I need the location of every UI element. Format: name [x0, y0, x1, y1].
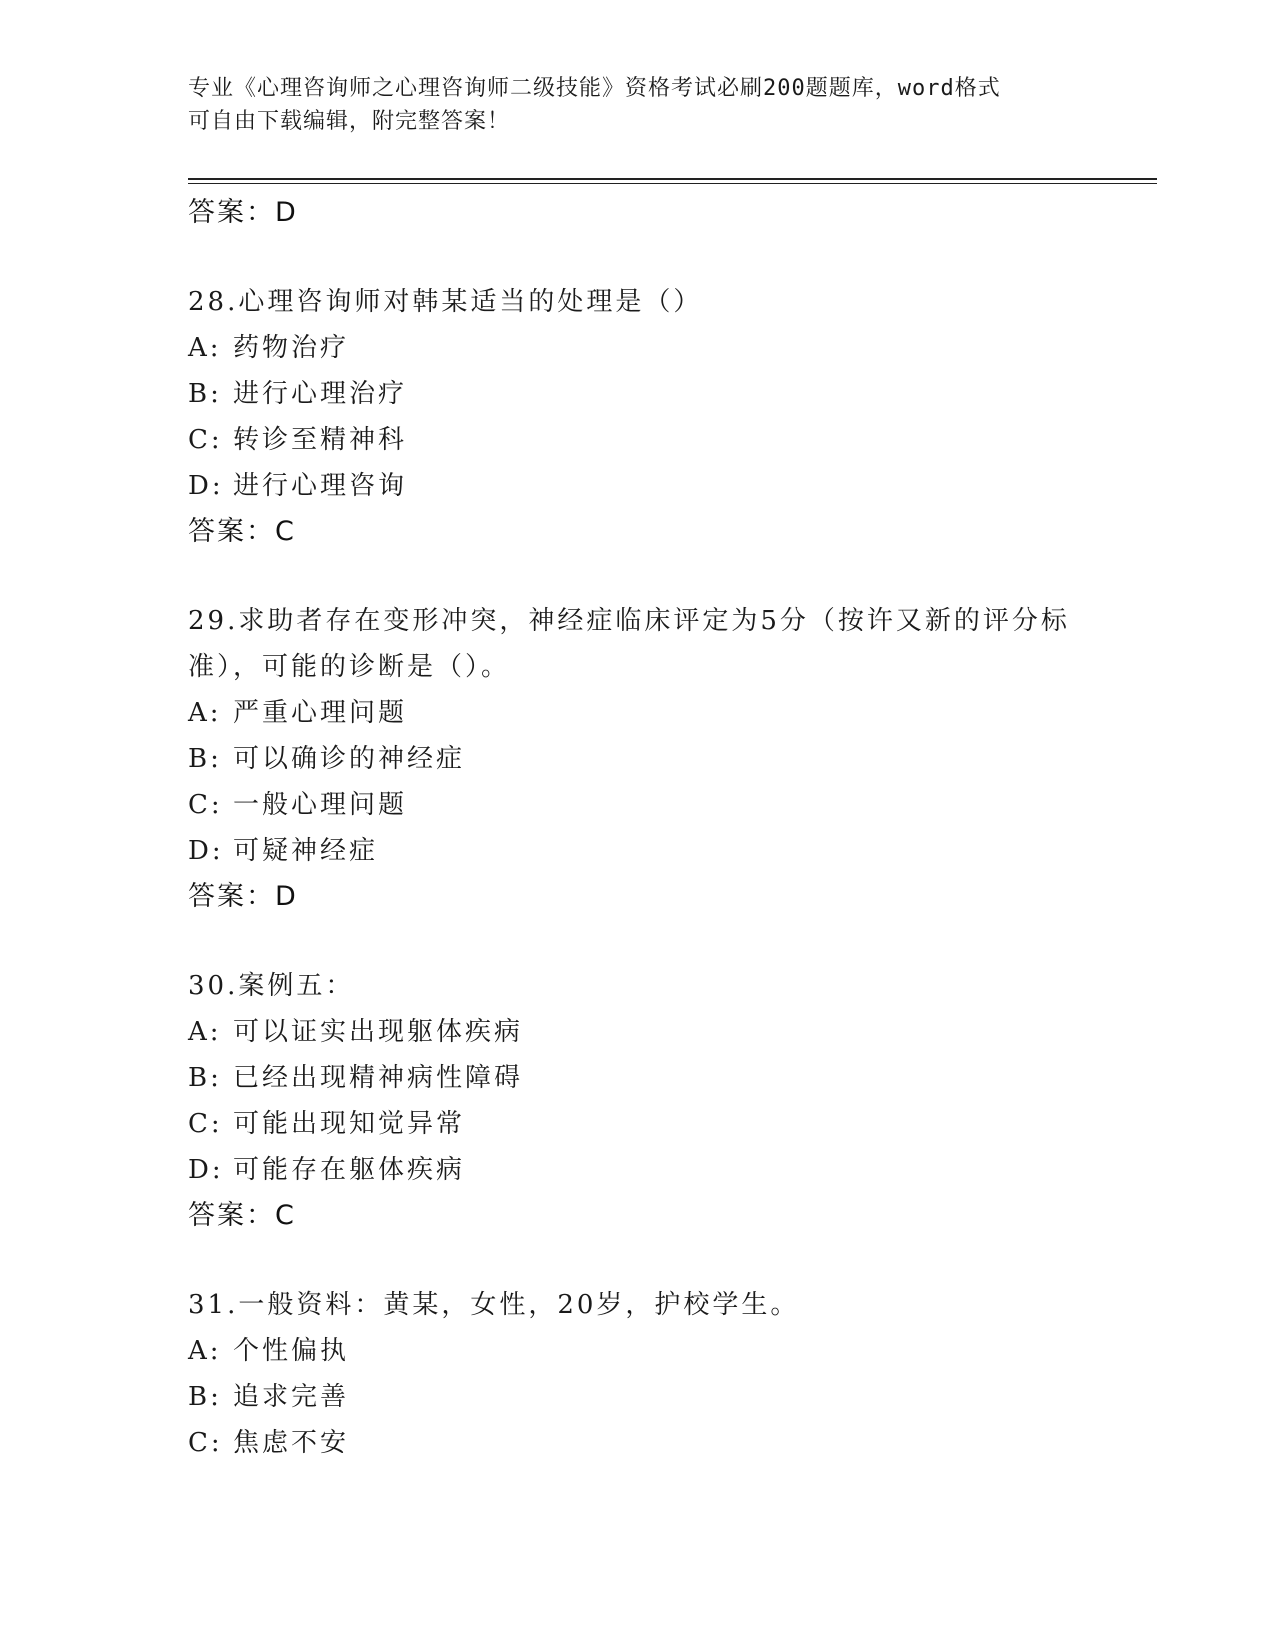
option-text: 药物治疗: [233, 333, 350, 363]
option-key: B:: [188, 744, 222, 774]
answer-line: 答案：C: [188, 1200, 296, 1231]
option-text: 可以确诊的神经症: [233, 744, 466, 774]
option-text: 可能出现知觉异常: [233, 1109, 466, 1139]
option-key: A:: [188, 1336, 222, 1366]
option-key: A:: [188, 333, 222, 363]
option-key: C:: [188, 790, 223, 820]
answer-line: 答案：C: [188, 516, 296, 547]
option-b: [188, 1374, 1088, 1420]
question-stem: 28.心理咨询师对韩某适当的处理是（）: [188, 287, 703, 317]
question-30: [188, 963, 1088, 1239]
option-key: C:: [188, 425, 223, 455]
option-d: [188, 828, 1088, 874]
option-a: [188, 1328, 1088, 1374]
document-header: [188, 72, 1088, 138]
option-text: 可以证实出现躯体疾病: [233, 1017, 524, 1047]
option-key: B:: [188, 379, 222, 409]
answer-line: 答案：D: [188, 881, 298, 912]
option-key: B:: [188, 1063, 222, 1093]
option-a: [188, 690, 1088, 736]
option-b: [188, 371, 1088, 417]
header-line-1: 专业《心理咨询师之心理咨询师二级技能》资格考试必刷200题题库，word格式: [188, 76, 1001, 101]
header-divider: [188, 178, 1157, 184]
option-b: [188, 1055, 1088, 1101]
question-31: [188, 1282, 1088, 1466]
option-text: 进行心理治疗: [233, 379, 408, 409]
question-stem: 31.一般资料：黄某，女性，20岁，护校学生。: [188, 1290, 800, 1320]
option-key: C:: [188, 1428, 223, 1458]
option-key: D:: [188, 1155, 224, 1185]
option-b: [188, 736, 1088, 782]
option-c: [188, 417, 1088, 463]
option-key: A:: [188, 1017, 222, 1047]
option-c: [188, 1420, 1088, 1466]
option-key: B:: [188, 1382, 222, 1412]
option-text: 进行心理咨询: [233, 471, 408, 501]
option-a: [188, 1009, 1088, 1055]
option-text: 转诊至精神科: [233, 425, 408, 455]
option-key: D:: [188, 471, 224, 501]
header-line-2: 可自由下载编辑，附完整答案！: [188, 109, 511, 134]
option-key: D:: [188, 836, 224, 866]
question-stem: 30.案例五：: [188, 971, 355, 1001]
option-d: [188, 1147, 1088, 1193]
question-stem: 29.求助者存在变形冲突，神经症临床评定为5分（按许又新的评分标准），可能的诊断是（）。: [188, 606, 1070, 682]
option-text: 可能存在躯体疾病: [233, 1155, 466, 1185]
option-text: 已经出现精神病性障碍: [233, 1063, 524, 1093]
option-text: 可疑神经症: [233, 836, 379, 866]
option-c: [188, 1101, 1088, 1147]
option-text: 追求完善: [233, 1382, 350, 1412]
option-text: 焦虑不安: [233, 1428, 350, 1458]
option-key: A:: [188, 698, 222, 728]
option-key: C:: [188, 1109, 223, 1139]
option-d: [188, 463, 1088, 509]
document-body: [188, 190, 1088, 1466]
option-c: [188, 782, 1088, 828]
option-text: 个性偏执: [233, 1336, 350, 1366]
answer-line: 答案：D: [188, 197, 298, 228]
option-text: 一般心理问题: [233, 790, 408, 820]
question-29: [188, 598, 1088, 920]
question-28: [188, 279, 1088, 555]
option-text: 严重心理问题: [233, 698, 408, 728]
option-a: [188, 325, 1088, 371]
